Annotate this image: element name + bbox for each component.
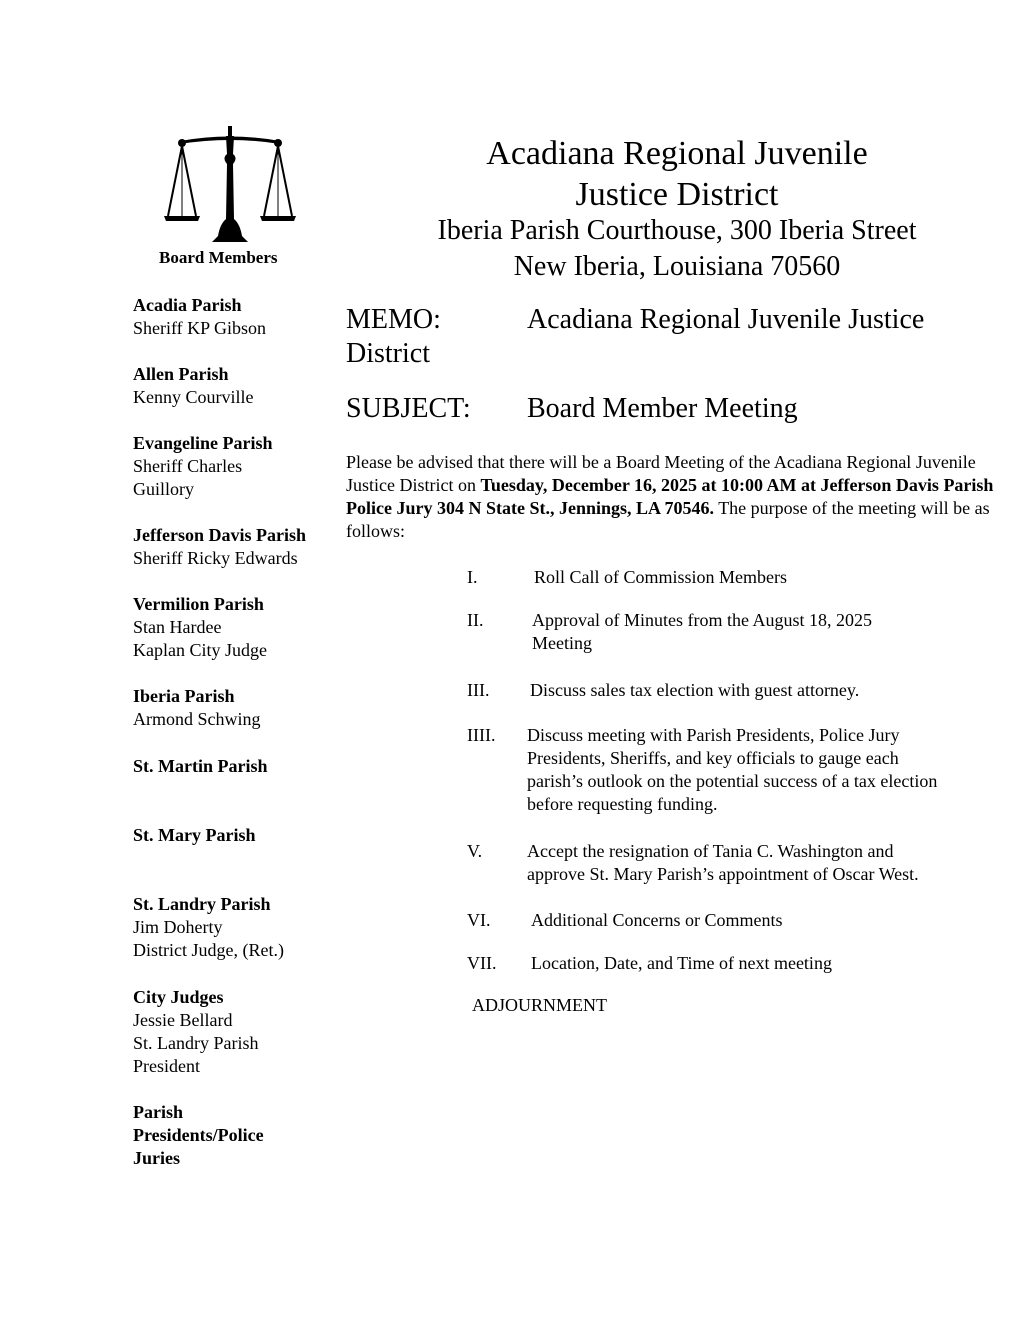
member-vermilion [133,593,267,662]
agenda-number: VI. [467,910,491,930]
scales-of-justice-logo [160,124,300,250]
notice-text: Please be advised that there will be a Board Meeting of the Acadiana Regional Juvenile Justice District on [346,452,976,495]
member-st-mary [133,824,255,847]
district-address [346,213,1008,285]
agenda-number: VII. [467,953,497,973]
member-line: Stan Hardee [133,617,222,637]
agenda-line: Approval of Minutes from the August 18, 2025 [532,610,872,630]
adjournment: ADJOURNMENT [472,995,607,1015]
memo-value-continued: District [346,338,430,369]
member-parish-presidents [133,1101,264,1170]
member-line: District Judge, (Ret.) [133,940,284,960]
agenda-line: Discuss meeting with Parish Presidents, Police Jury [527,725,900,745]
parish-name: Evangeline Parish [133,433,273,453]
member-line: Jessie Bellard [133,1010,233,1030]
member-line: St. Landry Parish [133,1033,259,1053]
parish-name: St. Landry Parish [133,894,271,914]
agenda-number: IIII. [467,725,496,745]
member-iberia [133,685,261,731]
agenda-text [531,952,832,975]
agenda-text [532,609,872,655]
agenda-line: Discuss sales tax election with guest attorney. [530,680,860,700]
agenda-text [534,566,787,589]
agenda-number: I. [467,567,478,587]
member-line: Guillory [133,479,194,499]
agenda-line: before requesting funding. [527,794,718,814]
meeting-notice [346,451,1011,543]
parish-name: Acadia Parish [133,295,242,315]
member-jefferson-davis [133,524,306,570]
title-line: Acadiana Regional Juvenile [486,135,868,172]
parish-name: City Judges [133,987,224,1007]
member-line: Armond Schwing [133,709,261,729]
agenda-line: Presidents, Sheriffs, and key officials to gauge each [527,748,899,768]
member-city-judges [133,986,259,1078]
agenda-line: approve St. Mary Parish’s appointment of Oscar West. [527,864,919,884]
member-line: Sheriff Ricky Edwards [133,548,298,568]
agenda-number: III. [467,680,490,700]
parish-name: St. Martin Parish [133,756,268,776]
address-line: Iberia Parish Courthouse, 300 Iberia Street [437,215,917,246]
board-members-title: Board Members [159,248,278,267]
member-line: Kaplan City Judge [133,640,267,660]
agenda-line: Roll Call of Commission Members [534,567,788,587]
parish-name: Juries [133,1148,180,1168]
parish-name: Presidents/Police [133,1125,264,1145]
member-acadia [133,294,266,340]
agenda-line: Location, Date, and Time of next meeting [531,953,832,973]
member-line: Kenny Courville [133,387,254,407]
agenda-line: Meeting [532,633,592,653]
agenda-text [530,679,859,702]
notice-text: The purpose of the meeting will be as follows: [346,498,990,541]
parish-name: St. Mary Parish [133,825,256,845]
address-line: New Iberia, Louisiana 70560 [513,251,841,282]
subject-value: Board Member Meeting [527,393,798,424]
parish-name: Jefferson Davis Parish [133,525,306,545]
district-title [346,133,1008,215]
title-line: Justice District [575,176,779,213]
parish-name: Vermilion Parish [133,594,264,614]
agenda-text [527,840,919,886]
member-allen [133,363,253,409]
member-st-landry [133,893,284,962]
notice-datetime-location: Tuesday, December 16, 2025 at 10:00 AM at Jefferson Davis Parish Police Jury 304 N State St., Jennings, LA 70546. [346,475,994,518]
agenda-line: parish’s outlook on the potential success of a tax election [527,771,938,791]
agenda-text [527,724,937,816]
memo-label: MEMO: [346,304,441,335]
agenda-line: Additional Concerns or Comments [531,910,783,930]
memo-value: Acadiana Regional Juvenile Justice [527,304,925,335]
member-evangeline [133,432,273,501]
member-line: President [133,1056,200,1076]
agenda-number: II. [467,610,484,630]
member-st-martin [133,755,268,778]
agenda-number: V. [467,841,483,861]
member-line: Jim Doherty [133,917,223,937]
parish-name: Parish [133,1102,184,1122]
member-line: Sheriff Charles [133,456,243,476]
member-line: Sheriff KP Gibson [133,318,267,338]
parish-name: Iberia Parish [133,686,235,706]
agenda-line: Accept the resignation of Tania C. Washington and [527,841,894,861]
subject-label: SUBJECT: [346,393,471,424]
agenda-text [531,909,782,932]
parish-name: Allen Parish [133,364,229,384]
